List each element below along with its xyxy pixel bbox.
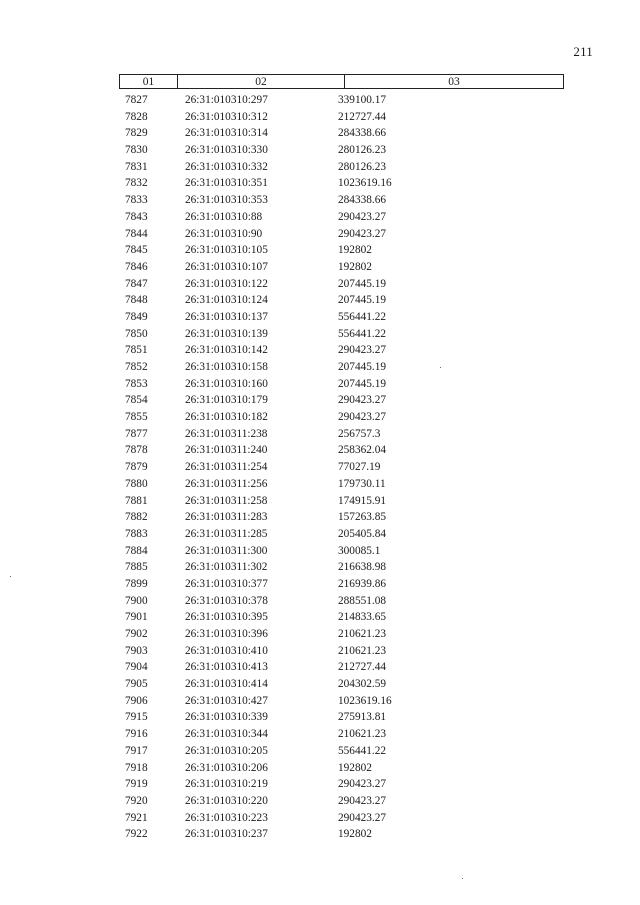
table-row [0, 826, 640, 843]
cadastral-number: 26:31:010310:396 [185, 628, 268, 640]
cadastral-number: 26:31:010310:105 [185, 244, 268, 257]
cadastral-number: 26:31:010310:182 [185, 411, 268, 424]
cadastral-value: 192802 [338, 260, 372, 273]
row-number: 7879 [125, 461, 148, 474]
cadastral-number: 26:31:010310:142 [185, 344, 268, 357]
table-row [0, 109, 640, 126]
cadastral-value: 192802 [338, 244, 372, 257]
cadastral-value: 256757.3 [338, 427, 381, 440]
cadastral-number: 26:31:010310:413 [185, 661, 268, 674]
row-number: 7829 [125, 127, 148, 140]
table-row [0, 125, 640, 142]
cadastral-value: 258362.04 [338, 444, 387, 457]
row-number: 7832 [125, 177, 148, 190]
row-number: 7901 [125, 611, 148, 624]
row-number: 7854 [125, 394, 148, 407]
cadastral-value: 1023619.16 [338, 694, 392, 707]
cadastral-number: 26:31:010310:314 [185, 127, 268, 140]
row-number: 7885 [125, 561, 148, 574]
cadastral-value: 207445.19 [338, 361, 387, 373]
cadastral-value: 290423.27 [338, 778, 387, 791]
cadastral-value: 212727.44 [338, 110, 387, 123]
row-number: 7852 [125, 361, 148, 373]
row-number: 7906 [125, 694, 148, 707]
cadastral-value: 290423.27 [338, 794, 387, 807]
cadastral-number: 26:31:010310:395 [185, 611, 268, 624]
table-row [0, 760, 640, 777]
table-header [119, 74, 564, 89]
row-number: 7921 [125, 811, 148, 824]
cadastral-value: 556441.22 [338, 310, 387, 323]
table-row [0, 626, 640, 643]
cadastral-number: 26:31:010311:302 [185, 561, 268, 574]
table-row [0, 426, 640, 443]
cadastral-number: 26:31:010311:283 [185, 511, 268, 524]
cadastral-number: 26:31:010310:124 [185, 294, 268, 307]
header-col-02: 02 [178, 75, 345, 88]
header-col-01: 01 [120, 75, 178, 88]
row-number: 7853 [125, 377, 148, 390]
cadastral-number: 26:31:010311:256 [185, 477, 268, 490]
row-number: 7902 [125, 628, 148, 640]
table-row [0, 442, 640, 459]
row-number: 7918 [125, 761, 148, 774]
cadastral-number: 26:31:010311:258 [185, 494, 268, 507]
row-number: 7904 [125, 661, 148, 674]
cadastral-number: 26:31:010310:410 [185, 644, 268, 657]
table-row [0, 526, 640, 543]
table-row [0, 459, 640, 476]
table-row [0, 493, 640, 510]
cadastral-value: 290423.27 [338, 227, 387, 240]
row-number: 7919 [125, 778, 148, 791]
row-number: 7843 [125, 210, 148, 223]
cadastral-value: 300085.1 [338, 544, 381, 557]
cadastral-value: 1023619.16 [338, 177, 392, 190]
table-row [0, 276, 640, 293]
table-row [0, 509, 640, 526]
table-row [0, 810, 640, 827]
cadastral-value: 290423.27 [338, 411, 387, 424]
cadastral-number: 26:31:010310:88 [185, 210, 263, 223]
cadastral-number: 26:31:010311:254 [185, 461, 268, 474]
row-number: 7848 [125, 294, 148, 307]
cadastral-value: 556441.22 [338, 744, 387, 757]
cadastral-number: 26:31:010310:137 [185, 310, 268, 323]
cadastral-number: 26:31:010310:377 [185, 577, 268, 590]
row-number: 7827 [125, 94, 148, 106]
table-row [0, 576, 640, 593]
row-number: 7884 [125, 544, 148, 557]
table-row [0, 292, 640, 309]
cadastral-number: 26:31:010310:205 [185, 744, 268, 757]
row-number: 7916 [125, 728, 148, 741]
cadastral-value: 290423.27 [338, 394, 387, 407]
row-number: 7903 [125, 644, 148, 657]
row-number: 7899 [125, 577, 148, 590]
cadastral-value: 207445.19 [338, 277, 387, 290]
row-number: 7850 [125, 327, 148, 340]
table-row [0, 693, 640, 710]
row-number: 7831 [125, 160, 148, 173]
cadastral-value: 207445.19 [338, 294, 387, 307]
cadastral-value: 179730.11 [338, 477, 386, 490]
table-row [0, 376, 640, 393]
cadastral-number: 26:31:010311:238 [185, 427, 268, 440]
table-row [0, 543, 640, 560]
cadastral-value: 280126.23 [338, 144, 387, 157]
table-row [0, 743, 640, 760]
cadastral-number: 26:31:010310:160 [185, 377, 268, 390]
table-row [0, 659, 640, 676]
cadastral-value: 280126.23 [338, 160, 387, 173]
cadastral-value: 216939.86 [338, 577, 387, 590]
row-number: 7844 [125, 227, 148, 240]
row-number: 7830 [125, 144, 148, 157]
table-row [0, 359, 640, 376]
table-row [0, 92, 640, 109]
row-number: 7920 [125, 794, 148, 807]
table-row [0, 226, 640, 243]
row-number: 7846 [125, 260, 148, 273]
row-number: 7877 [125, 427, 148, 440]
scan-speck [10, 576, 11, 577]
cadastral-number: 26:31:010310:353 [185, 194, 268, 207]
scan-speck [440, 367, 441, 368]
table-body [0, 92, 640, 843]
cadastral-number: 26:31:010310:179 [185, 394, 268, 407]
cadastral-value: 210621.23 [338, 728, 387, 741]
cadastral-value: 174915.91 [338, 494, 387, 507]
row-number: 7917 [125, 744, 148, 757]
cadastral-number: 26:31:010311:240 [185, 444, 268, 457]
cadastral-value: 212727.44 [338, 661, 387, 674]
row-number: 7882 [125, 511, 148, 524]
table-row [0, 793, 640, 810]
table-row [0, 192, 640, 209]
row-number: 7905 [125, 678, 148, 691]
table-row [0, 175, 640, 192]
cadastral-value: 284338.66 [338, 127, 387, 140]
row-number: 7828 [125, 110, 148, 123]
table-row [0, 342, 640, 359]
cadastral-value: 214833.65 [338, 611, 387, 624]
row-number: 7900 [125, 594, 148, 607]
scan-speck [462, 878, 463, 879]
cadastral-number: 26:31:010310:220 [185, 794, 268, 807]
row-number: 7847 [125, 277, 148, 290]
cadastral-number: 26:31:010310:90 [185, 227, 263, 240]
cadastral-value: 192802 [338, 828, 372, 841]
cadastral-value: 192802 [338, 761, 372, 774]
table-row [0, 326, 640, 343]
cadastral-value: 205405.84 [338, 527, 387, 540]
cadastral-number: 26:31:010310:122 [185, 277, 268, 290]
cadastral-number: 26:31:010310:330 [185, 144, 268, 157]
cadastral-number: 26:31:010310:219 [185, 778, 268, 791]
table-row [0, 709, 640, 726]
table-row [0, 209, 640, 226]
cadastral-value: 275913.81 [338, 711, 387, 724]
cadastral-number: 26:31:010310:378 [185, 594, 268, 607]
table-row [0, 409, 640, 426]
page-number: 211 [573, 44, 593, 59]
cadastral-number: 26:31:010310:312 [185, 110, 268, 123]
cadastral-value: 556441.22 [338, 327, 387, 340]
cadastral-value: 204302.59 [338, 678, 387, 691]
cadastral-value: 288551.08 [338, 594, 387, 607]
cadastral-number: 26:31:010310:223 [185, 811, 268, 824]
cadastral-number: 26:31:010311:300 [185, 544, 268, 557]
row-number: 7922 [125, 828, 148, 841]
row-number: 7845 [125, 244, 148, 257]
row-number: 7915 [125, 711, 148, 724]
table-row [0, 242, 640, 259]
row-number: 7833 [125, 194, 148, 207]
table-row [0, 676, 640, 693]
cadastral-number: 26:31:010310:339 [185, 711, 268, 724]
cadastral-number: 26:31:010310:237 [185, 828, 268, 841]
cadastral-value: 290423.27 [338, 344, 387, 357]
table-row [0, 476, 640, 493]
row-number: 7878 [125, 444, 148, 457]
cadastral-value: 157263.85 [338, 511, 387, 524]
table-row [0, 392, 640, 409]
table-row [0, 609, 640, 626]
cadastral-value: 207445.19 [338, 377, 387, 390]
cadastral-value: 339100.17 [338, 94, 387, 106]
row-number: 7880 [125, 477, 148, 490]
cadastral-value: 216638.98 [338, 561, 387, 574]
table-row [0, 259, 640, 276]
cadastral-number: 26:31:010310:107 [185, 260, 268, 273]
table-row [0, 159, 640, 176]
header-col-03: 03 [448, 75, 460, 88]
table-row [0, 776, 640, 793]
row-number: 7881 [125, 494, 148, 507]
table-row [0, 559, 640, 576]
table-row [0, 643, 640, 660]
row-number: 7849 [125, 310, 148, 323]
cadastral-number: 26:31:010310:351 [185, 177, 268, 190]
cadastral-number: 26:31:010310:139 [185, 327, 268, 340]
cadastral-value: 284338.66 [338, 194, 387, 207]
cadastral-value: 77027.19 [338, 461, 381, 474]
cadastral-number: 26:31:010310:297 [185, 94, 268, 106]
cadastral-value: 290423.27 [338, 210, 387, 223]
cadastral-number: 26:31:010310:344 [185, 728, 268, 741]
cadastral-value: 210621.23 [338, 644, 387, 657]
table-row [0, 593, 640, 610]
cadastral-number: 26:31:010310:414 [185, 678, 268, 691]
row-number: 7883 [125, 527, 148, 540]
cadastral-value: 210621.23 [338, 628, 387, 640]
row-number: 7851 [125, 344, 148, 357]
cadastral-number: 26:31:010310:158 [185, 361, 268, 373]
table-row [0, 726, 640, 743]
table-row [0, 142, 640, 159]
cadastral-number: 26:31:010310:206 [185, 761, 268, 774]
cadastral-number: 26:31:010310:332 [185, 160, 268, 173]
cadastral-number: 26:31:010310:427 [185, 694, 268, 707]
row-number: 7855 [125, 411, 148, 424]
table-row [0, 309, 640, 326]
cadastral-value: 290423.27 [338, 811, 387, 824]
cadastral-number: 26:31:010311:285 [185, 527, 268, 540]
